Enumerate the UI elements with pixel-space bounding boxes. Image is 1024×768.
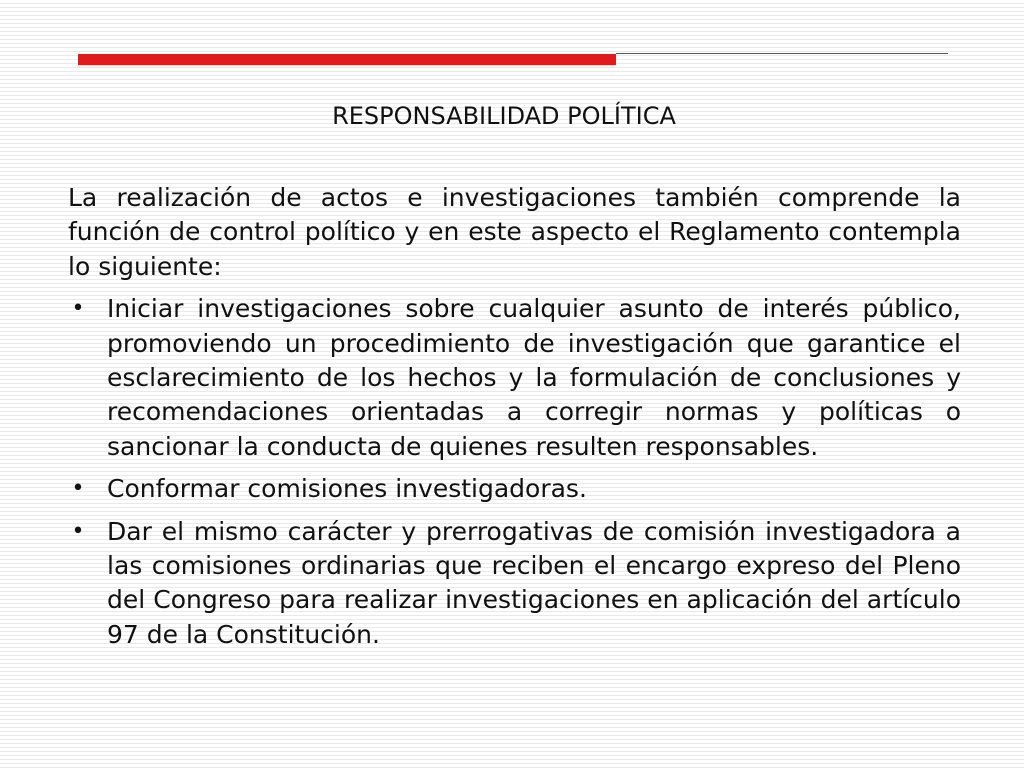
slide-body bbox=[68, 181, 961, 660]
bullet-text: Dar el mismo carácter y prerrogativas de comisión investigadora a las comisiones ordinarias que reciben el encargo expreso del Pleno del Congreso para realizar investigaciones en aplicación del artículo 97 de la Constitución. bbox=[107, 516, 961, 649]
accent-line bbox=[616, 53, 948, 54]
bullet-text: Iniciar investigaciones sobre cualquier asunto de interés público, promoviendo un procedimiento de investigación que garantice el esclarecimiento de los hechos y la formulación de conclusiones y recomendaciones orientadas a corregir normas y políticas o sancionar la conducta de quienes resulten responsables. bbox=[107, 294, 961, 461]
bullet-text: Conformar comisiones investigadoras. bbox=[107, 474, 587, 504]
bullet-icon: • bbox=[71, 518, 85, 544]
bullet-list bbox=[68, 292, 961, 652]
intro-paragraph: La realización de actos e investigaciones también comprende la función de control político y en este aspecto el Reglamento contempla lo siguiente: bbox=[68, 183, 961, 281]
bullet-icon: • bbox=[71, 296, 85, 322]
slide-title: RESPONSABILIDAD POLÍTICA bbox=[332, 102, 676, 130]
bullet-icon: • bbox=[71, 476, 85, 502]
bullet-item bbox=[68, 292, 961, 464]
bullet-item bbox=[68, 472, 961, 506]
bullet-item bbox=[68, 515, 961, 653]
accent-bar bbox=[78, 54, 616, 65]
